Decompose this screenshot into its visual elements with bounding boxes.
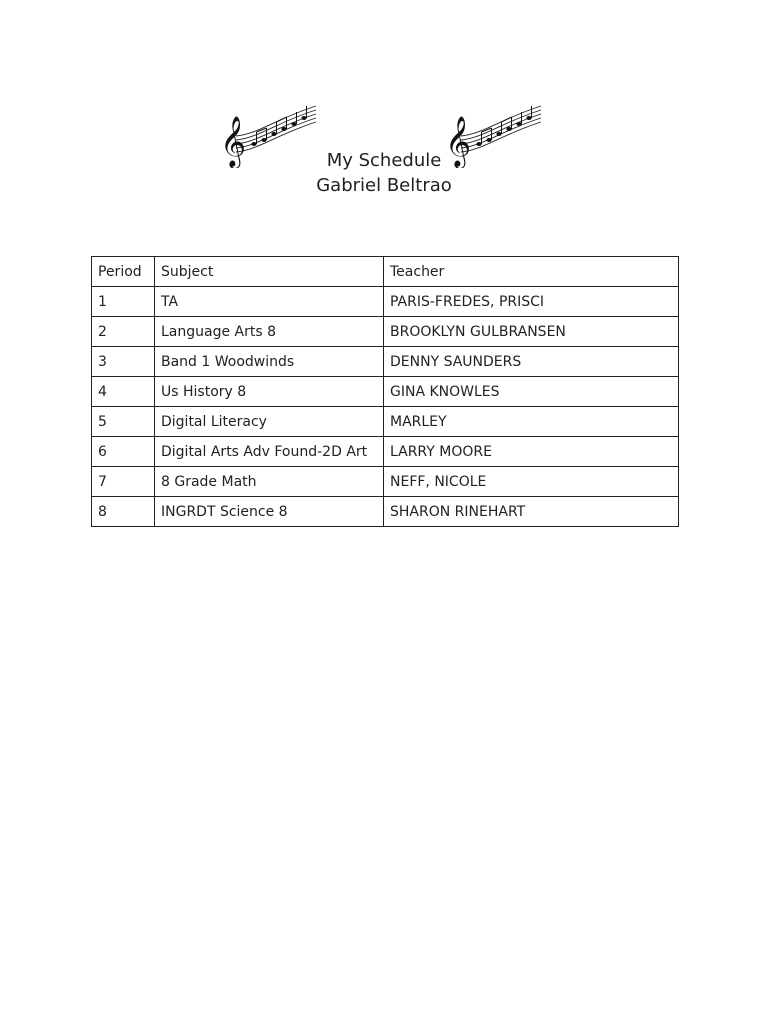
period-cell: 4 xyxy=(92,377,155,407)
table-row xyxy=(92,437,679,467)
period-cell: 2 xyxy=(92,317,155,347)
column-header-teacher: Teacher xyxy=(384,257,679,287)
svg-text:𝄞: 𝄞 xyxy=(220,116,247,167)
subject-cell: TA xyxy=(155,287,384,317)
period-cell: 5 xyxy=(92,407,155,437)
subject-cell: INGRDT Science 8 xyxy=(155,497,384,527)
teacher-cell: NEFF, NICOLE xyxy=(384,467,679,497)
column-header-subject: Subject xyxy=(155,257,384,287)
table-row xyxy=(92,347,679,377)
table-row xyxy=(92,497,679,527)
table-row xyxy=(92,317,679,347)
subject-cell: 8 Grade Math xyxy=(155,467,384,497)
teacher-cell: GINA KNOWLES xyxy=(384,377,679,407)
table-header-row xyxy=(92,257,679,287)
subject-cell: Us History 8 xyxy=(155,377,384,407)
svg-text:𝄞: 𝄞 xyxy=(445,116,472,167)
teacher-cell: LARRY MOORE xyxy=(384,437,679,467)
page-title-block xyxy=(0,148,768,198)
column-header-period: Period xyxy=(92,257,155,287)
student-name: Gabriel Beltrao xyxy=(316,175,452,196)
subject-cell: Digital Arts Adv Found-2D Art xyxy=(155,437,384,467)
period-cell: 6 xyxy=(92,437,155,467)
subject-cell: Language Arts 8 xyxy=(155,317,384,347)
subject-cell: Band 1 Woodwinds xyxy=(155,347,384,377)
period-cell: 7 xyxy=(92,467,155,497)
teacher-cell: BROOKLYN GULBRANSEN xyxy=(384,317,679,347)
table-row xyxy=(92,377,679,407)
teacher-cell: DENNY SAUNDERS xyxy=(384,347,679,377)
period-cell: 8 xyxy=(92,497,155,527)
period-cell: 1 xyxy=(92,287,155,317)
schedule-table xyxy=(91,256,679,527)
teacher-cell: MARLEY xyxy=(384,407,679,437)
table-row xyxy=(92,287,679,317)
table-row xyxy=(92,407,679,437)
period-cell: 3 xyxy=(92,347,155,377)
subject-cell: Digital Literacy xyxy=(155,407,384,437)
page-title: My Schedule xyxy=(326,150,442,171)
teacher-cell: PARIS-FREDES, PRISCI xyxy=(384,287,679,317)
teacher-cell: SHARON RINEHART xyxy=(384,497,679,527)
table-row xyxy=(92,467,679,497)
